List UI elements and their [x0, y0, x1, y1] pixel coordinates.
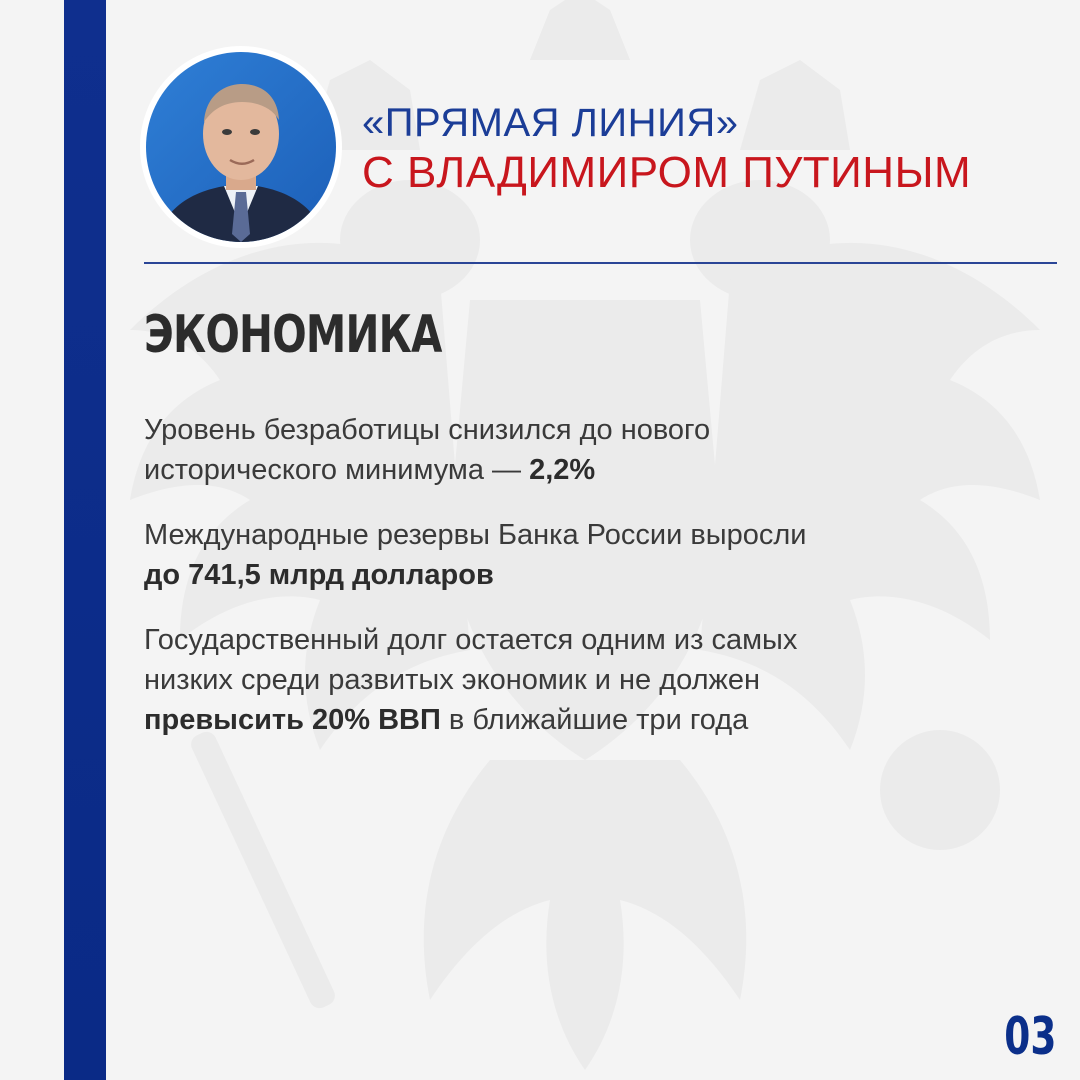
fact-line [144, 700, 1044, 740]
side-accent-bar [64, 0, 106, 1080]
fact-highlight: 2,2% [529, 454, 596, 486]
speaker-portrait [146, 52, 336, 242]
header-title-line1: «ПРЯМАЯ ЛИНИЯ» [362, 101, 739, 145]
fact-public-debt [144, 620, 1044, 740]
fact-text: в ближайшие три года [440, 704, 749, 736]
fact-line: Международные резервы Банка России выросли [144, 519, 807, 551]
page-number: 03 [1003, 1007, 1056, 1067]
fact-highlight: превысить 20% ВВП [144, 704, 441, 736]
fact-reserves [144, 515, 1044, 595]
fact-line [144, 450, 1044, 490]
fact-line: Уровень безработицы снизился до нового [144, 414, 711, 446]
header-divider [144, 262, 1057, 264]
fact-line [144, 555, 1044, 595]
header-title-line2: С ВЛАДИМИРОМ ПУТИНЫМ [362, 148, 972, 197]
fact-unemployment [144, 410, 1044, 490]
fact-highlight: до 741,5 млрд долларов [144, 559, 494, 591]
section-heading: ЭКОНОМИКА [144, 305, 442, 365]
fact-line: низких среди развитых экономик и не должен [144, 664, 761, 696]
fact-line: Государственный долг остается одним из самых [144, 624, 798, 656]
fact-text: исторического минимума — [144, 454, 530, 486]
